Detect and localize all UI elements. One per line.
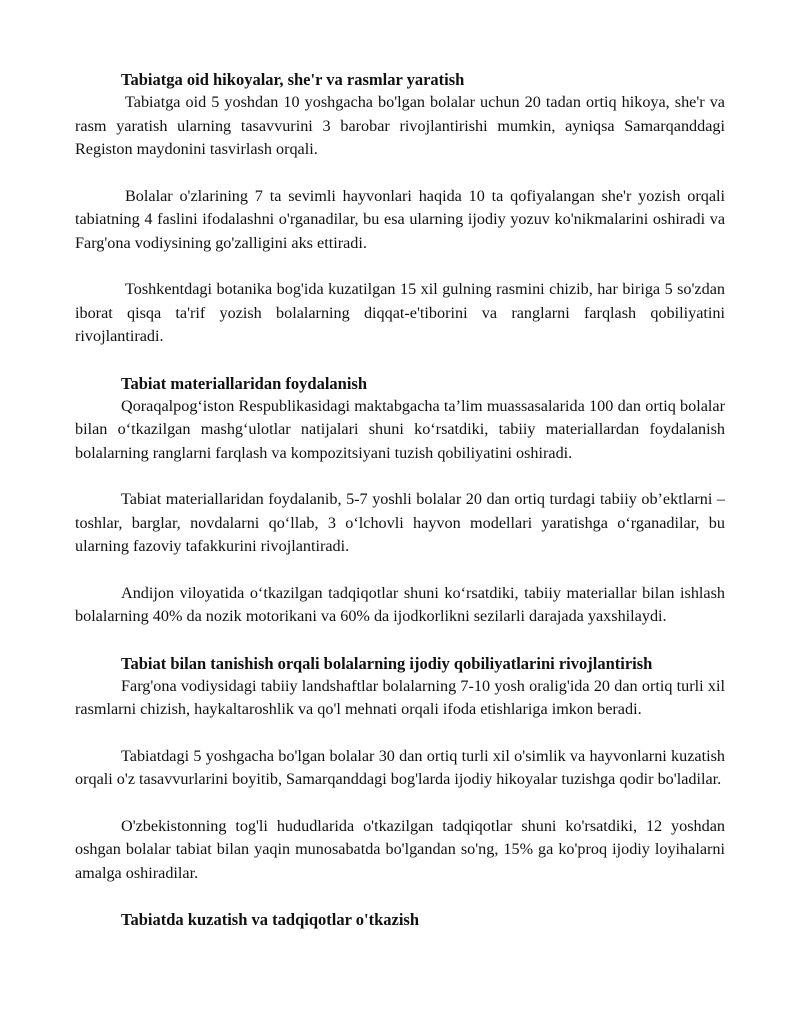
paragraph: Bolalar o'zlarining 7 ta sevimli hayvonlari haqida 10 ta qofiyalangan she'r yozish orqali tabiatning 4 faslini ifodalashni o'rganadilar, bu esa ularning ijodiy yozuv ko'nikmalarini oshiradi va Farg'ona vodiysining go'zalligini aks ettiradi. — [75, 186, 725, 252]
paragraph: Toshkentdagi botanika bog'ida kuzatilgan 15 xil gulning rasmini chizib, har biriga 5 so'zdan iborat qisqa ta'rif yozish bolalarning diqqat-e'tiborini va ranglarni farqlash qobiliyatini rivojlantiradi. — [75, 280, 725, 345]
section-heading: Tabiatga oid hikoyalar, she'r va rasmlar yaratish — [121, 70, 465, 89]
paragraph: Qoraqalpog‘iston Respublikasidagi maktabgacha ta’lim muassasalarida 100 dan ortiq bolalar bilan o‘tkazilgan mashg‘ulotlar natijalari shuni ko‘rsatdiki, tabiiy materiallardan foydalanish bolalarning ranglarni farqlash va kompozitsiyani tuzish qobiliyatini oshiradi. — [75, 396, 725, 462]
section-heading: Tabiatda kuzatish va tadqiqotlar o'tkazish — [121, 910, 419, 929]
paragraph: Farg'ona vodiysidagi tabiiy landshaftlar bolalarning 7-10 yosh oralig'ida 20 dan ortiq turli xil rasmlarni chizish, haykaltaroshlik va qo'l mehnati orqali ifoda etishlariga imkon beradi. — [75, 676, 725, 718]
paragraph: Tabiat materiallaridan foydalanib, 5-7 yoshli bolalar 20 dan ortiq turdagi tabiiy ob’ektlarni –toshlar, barglar, novdalarni qo‘llab, 3 o‘lchovli hayvon modellari yaratishga o‘rganadilar, bu ularning fazoviy tafakkurini rivojlantiradi. — [75, 490, 725, 555]
document-page — [75, 68, 725, 931]
paragraph: Tabiatga oid 5 yoshdan 10 yoshgacha bo'lgan bolalar uchun 20 tadan ortiq hikoya, she'r va rasm yaratish ularning tasavvurini 3 barobar rivojlantirishi mumkin, ayniqsa Samarqanddagi Registon maydonini tasvirlash orqali. — [75, 93, 725, 158]
section-heading: Tabiat bilan tanishish orqali bolalarning ijodiy qobiliyatlarini rivojlantirish — [121, 653, 653, 673]
section-heading: Tabiat materiallaridan foydalanish — [121, 373, 368, 393]
paragraph: O'zbekistonning tog'li hududlarida o'tkazilgan tadqiqotlar shuni ko'rsatdiki, 12 yoshdan oshgan bolalar tabiat bilan yaqin munosabatda bo'lgandan so'ng, 15% ga ko'proq ijodiy loyihalarni amalga oshiradilar. — [75, 816, 725, 882]
paragraph: Andijon viloyatida o‘tkazilgan tadqiqotlar shuni ko‘rsatdiki, tabiiy materiallar bilan ishlash bolalarning 40% da nozik motorikani va 60% da ijodkorlikni sezilarli darajada yaxshilaydi. — [75, 583, 725, 625]
paragraph: Tabiatdagi 5 yoshgacha bo'lgan bolalar 30 dan ortiq turli xil o'simlik va hayvonlarni kuzatish orqali o'z tasavvurlarini boyitib, Samarqanddagi bog'larda ijodiy hikoyalar tuzishga qodir bo'ladilar. — [75, 746, 725, 788]
